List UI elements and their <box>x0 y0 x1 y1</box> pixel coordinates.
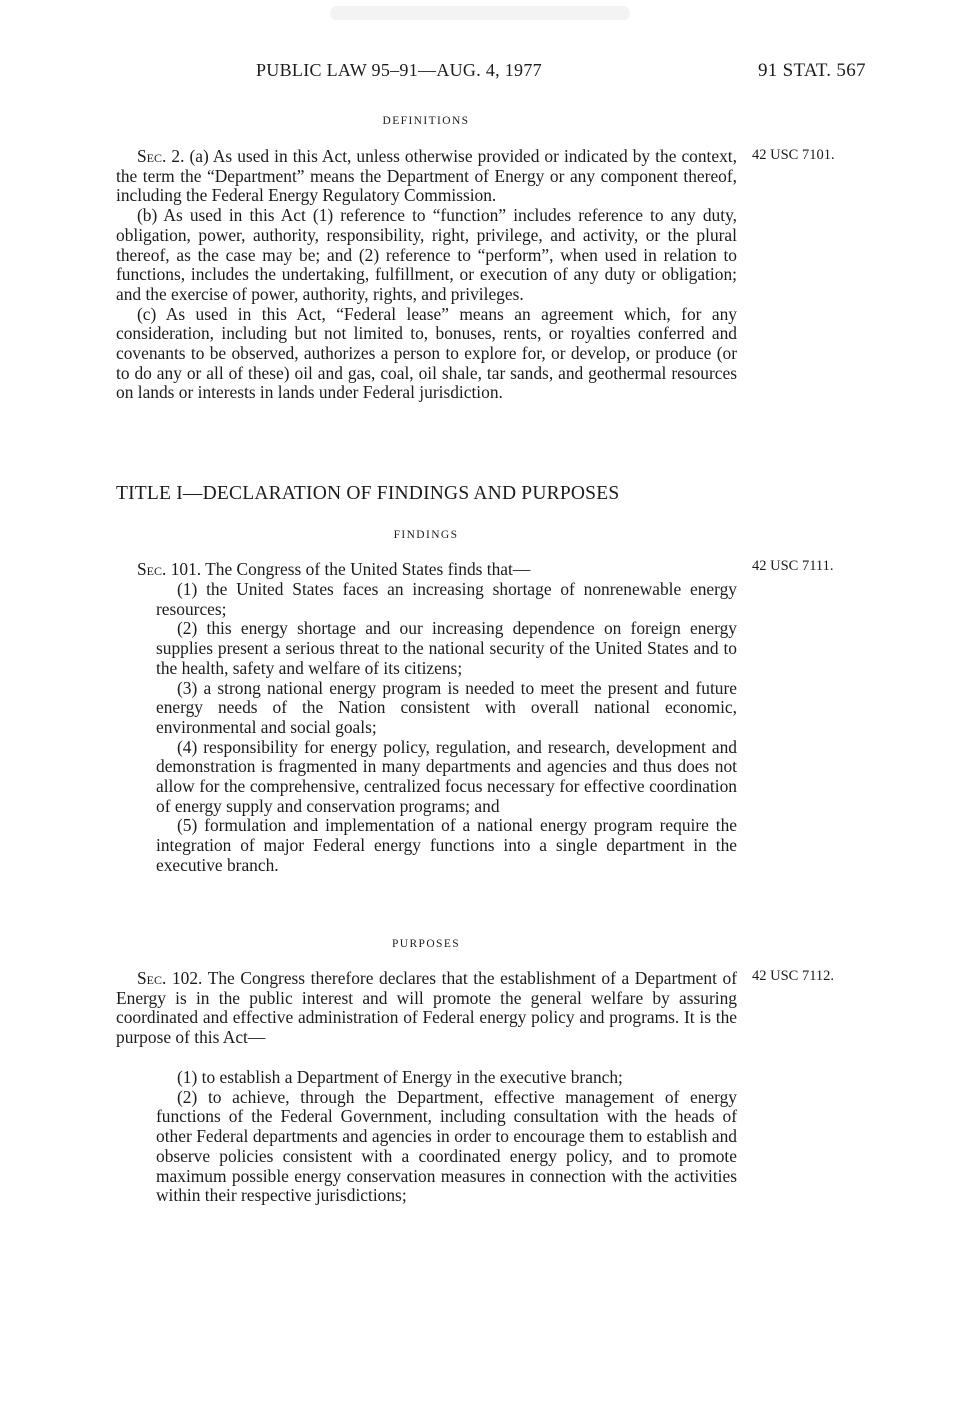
scan-smudge <box>330 6 630 20</box>
findings-item-2: (2) this energy shortage and our increasing dependence on foreign energy supplies present a serious threat to the national security of the United States and to the health, safety and welfare of its citizens; <box>156 618 737 678</box>
findings-heading: FINDINGS <box>393 529 459 541</box>
purposes-intro: Sec. 102. The Congress therefore declares that the establishment of a Department of Energy is in the public interest and will promote the general welfare by assuring coordinated and effective administration of Federal energy policy and programs. It is the purpose of this Act— <box>116 968 737 1048</box>
findings-intro: Sec. 101. The Congress of the United States finds that— <box>137 559 531 579</box>
definitions-heading: DEFINITIONS <box>382 115 470 127</box>
margin-note-7111: 42 USC 7111. <box>752 558 834 574</box>
definitions-section <box>116 147 737 403</box>
findings-list <box>156 580 737 876</box>
statute-page-number: 91 STAT. 567 <box>758 60 866 81</box>
section-label: Sec. <box>137 559 167 579</box>
section-label: Sec. <box>137 968 167 988</box>
purposes-item-2: (2) to achieve, through the Department, effective management of energy functions of the Federal Government, including consultation with the heads of other Federal departments and agencies in order to encourage them to establish and observe policies consistent with a coordinated energy policy, and to promote maximum possible energy conservation measures in connection with the activities within their respective jurisdictions; <box>156 1086 737 1206</box>
findings-item-1: (1) the United States faces an increasing shortage of nonrenewable energy resources; <box>156 579 737 619</box>
findings-item-5: (5) formulation and implementation of a national energy program require the integration of major Federal energy functions into a single department in the executive branch. <box>156 815 737 875</box>
title-one-heading: TITLE I—DECLARATION OF FINDINGS AND PURPOSES <box>116 483 620 504</box>
definitions-para-c: (c) As used in this Act, “Federal lease” means an agreement which, for any consideration, including but not limited to, bonuses, rents, or royalties conferred and covenants to be observed, authorizes a person to explore for, or develop, or produce (or to do any or all of these) oil and gas, coal, oil shale, tar sands, and geothermal resources on lands or interests in lands under Federal jurisdiction. <box>116 303 737 403</box>
margin-note-7112: 42 USC 7112. <box>752 968 835 984</box>
definitions-para-a: Sec. 2. (a) As used in this Act, unless otherwise provided or indicated by the context, the term the “Department” means the Department of Energy or any component thereof, including the Federal Energy Regulatory Commission. <box>116 146 737 206</box>
section-label: Sec. <box>137 146 167 166</box>
definitions-para-b: (b) As used in this Act (1) reference to “function” includes reference to any duty, obligation, power, authority, responsibility, right, privilege, and activity, or the plural thereof, as the case may be; and (2) reference to “perform”, when used in relation to functions, includes the undertaking, fulfillment, or execution of any duty or obligation; and the exercise of power, authority, rights, and privileges. <box>116 205 737 304</box>
purposes-heading: PURPOSES <box>391 938 461 950</box>
findings-item-4: (4) responsibility for energy policy, regulation, and research, development and demonstration is fragmented in many departments and agencies and thus does not allow for the comprehensive, centralized focus necessary for effective coordination of energy supply and conservation programs; and <box>156 736 737 816</box>
margin-note-7101: 42 USC 7101. <box>752 147 835 163</box>
findings-item-3: (3) a strong national energy program is needed to meet the present and future energy needs of the Nation consistent with overall national economic, environmental and social goals; <box>156 677 737 737</box>
purposes-list <box>156 1068 737 1206</box>
purposes-item-1: (1) to establish a Department of Energy in the executive branch; <box>177 1067 623 1087</box>
running-head-title: PUBLIC LAW 95–91—AUG. 4, 1977 <box>256 60 542 80</box>
